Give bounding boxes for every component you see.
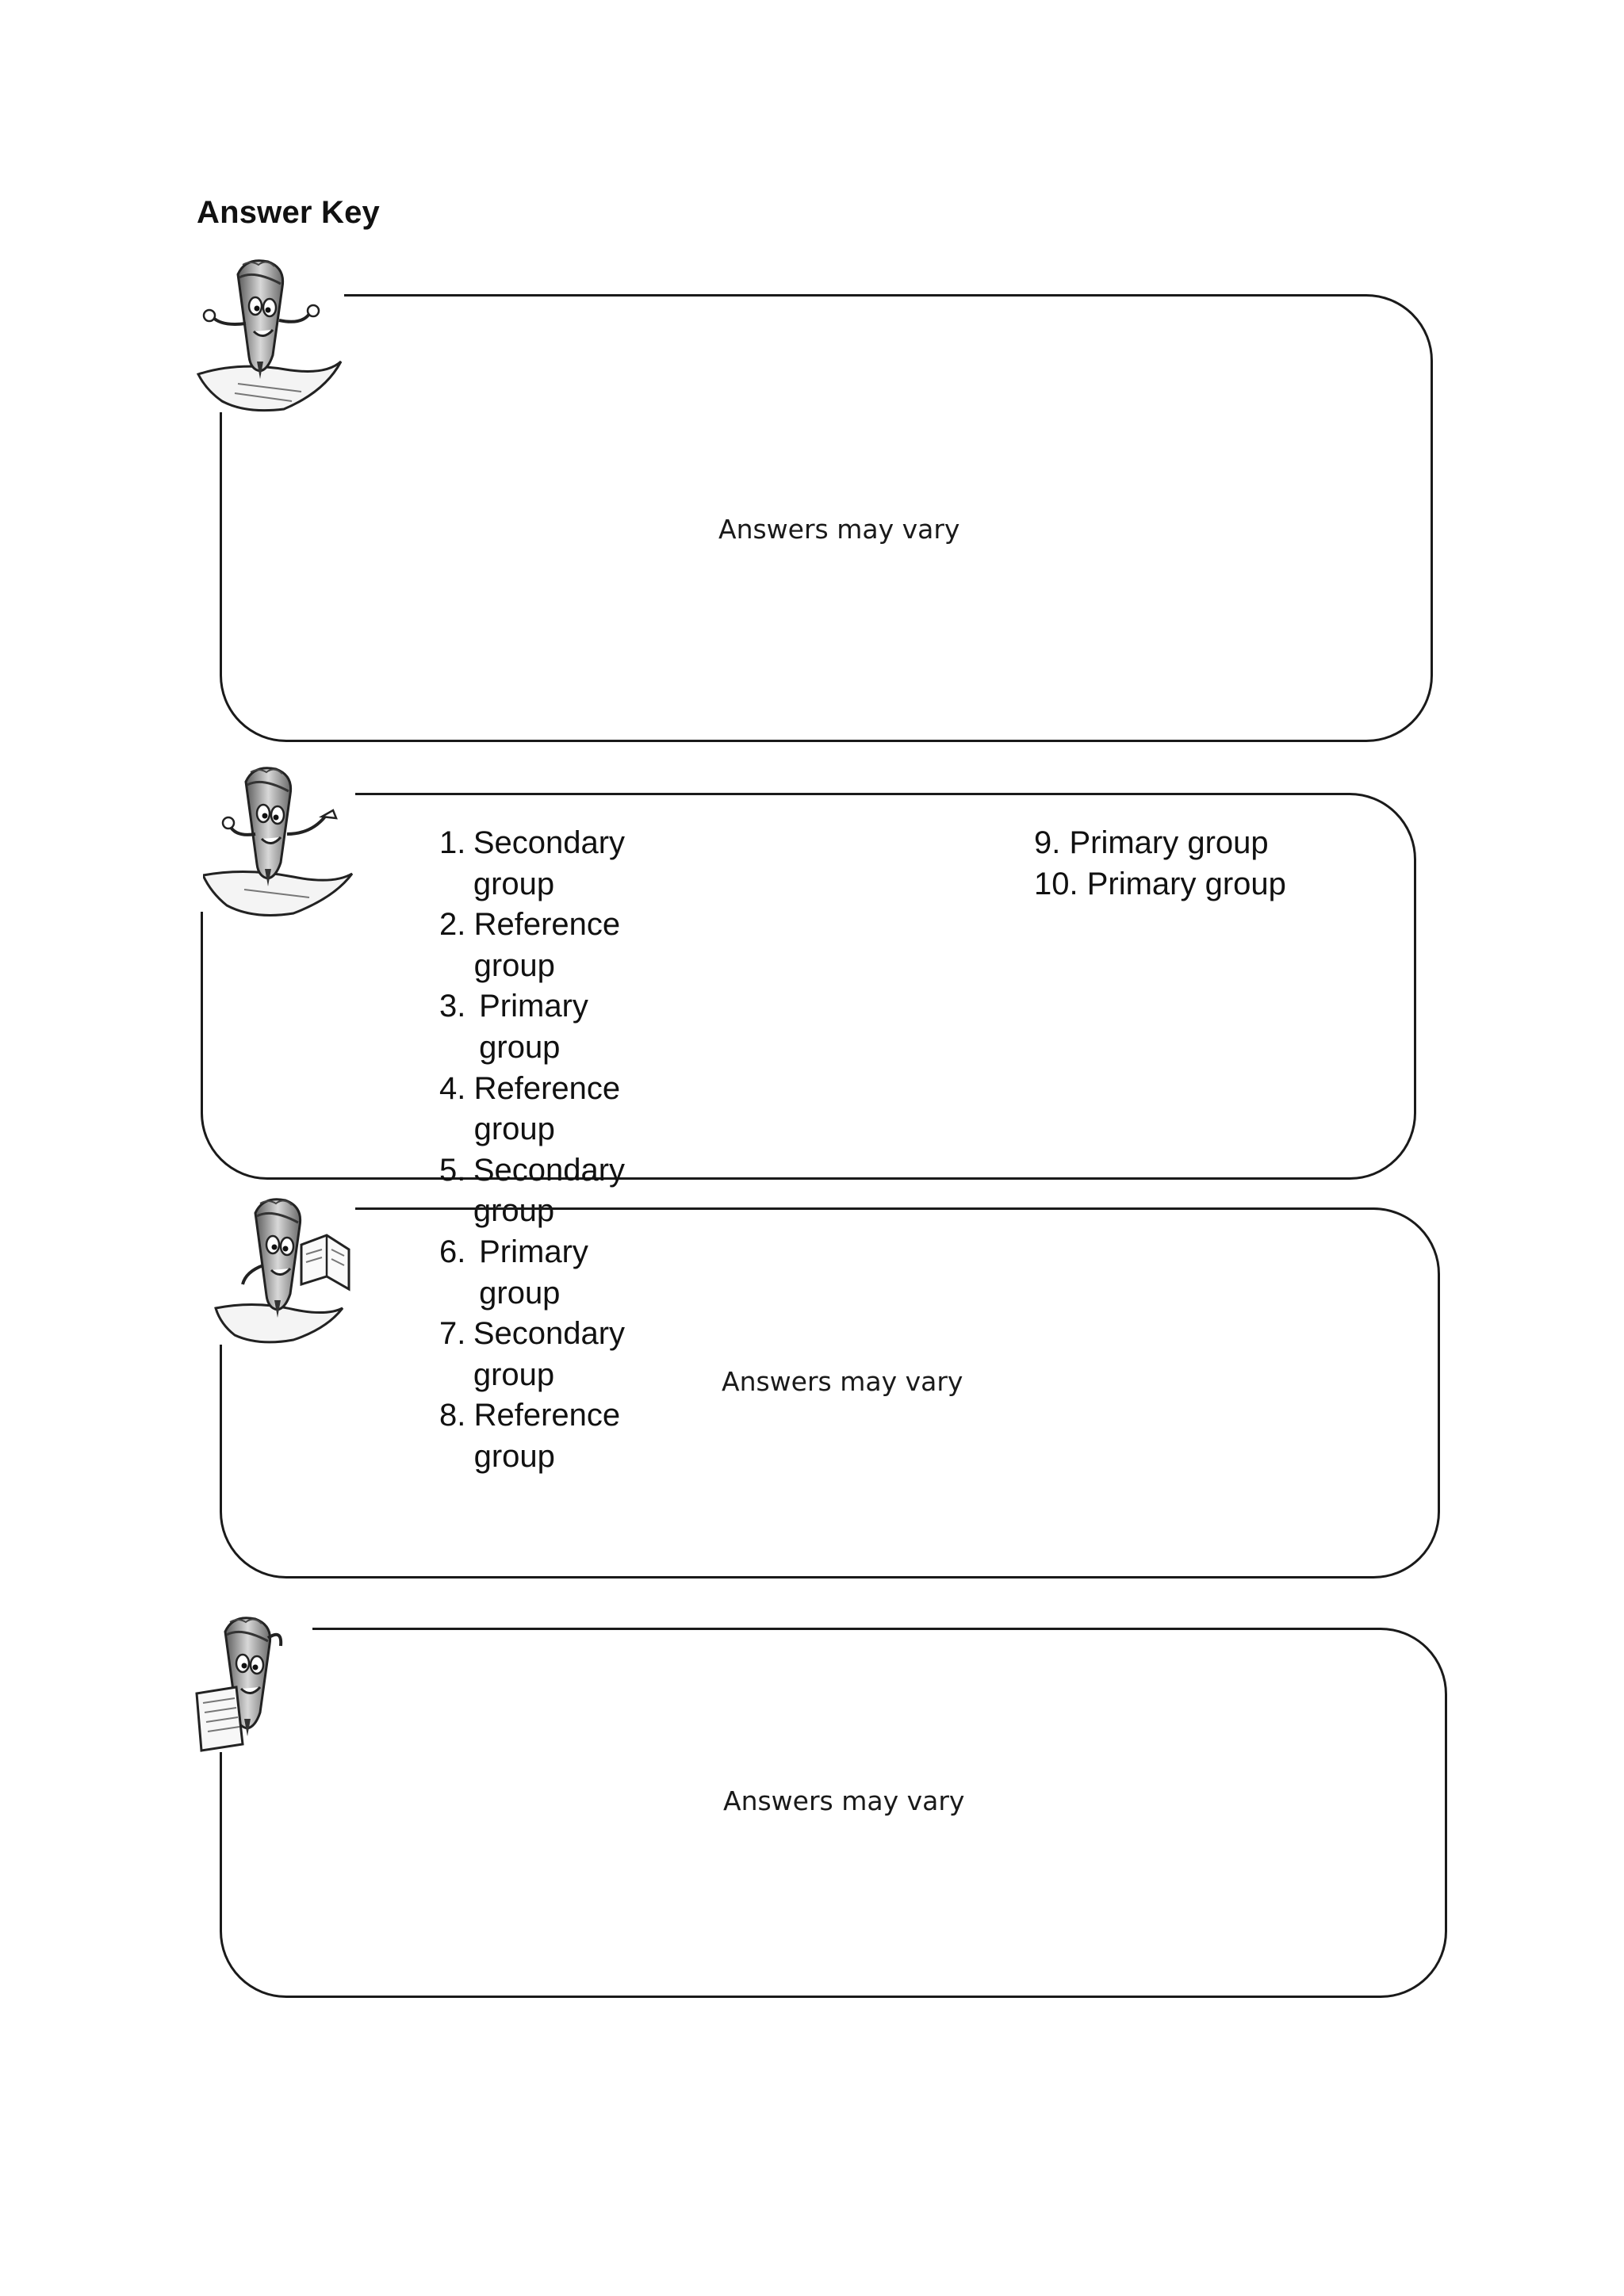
list-item: 1. Secondary group (439, 825, 626, 901)
pencil-mascot-reading-icon (208, 1189, 366, 1348)
list-item: 7. Secondary group (439, 1316, 626, 1392)
section-1-answer: Answers may vary (718, 514, 960, 545)
section-4-answer: Answers may vary (723, 1785, 965, 1816)
pencil-mascot-presenting-icon (198, 758, 357, 924)
list-item: 8. Reference group (439, 1398, 621, 1474)
pencil-mascot-holding-paper-icon (193, 1605, 320, 1763)
pencil-mascot-waving-icon (190, 251, 349, 417)
list-item: 4. Reference group (439, 1070, 621, 1147)
list-item: 9. Primary group (1034, 825, 1269, 860)
section-3-answer: Answers may vary (722, 1366, 963, 1397)
page-title: Answer Key (197, 195, 380, 230)
list-item: 2. Reference group (439, 907, 621, 983)
list-item: 5. Secondary group (439, 1152, 626, 1229)
answer-list-right (1034, 823, 1286, 905)
list-item: 6. Primary group (439, 1234, 588, 1311)
list-item: 3. Primary group (439, 989, 588, 1065)
list-item: 10. Primary group (1034, 866, 1286, 901)
